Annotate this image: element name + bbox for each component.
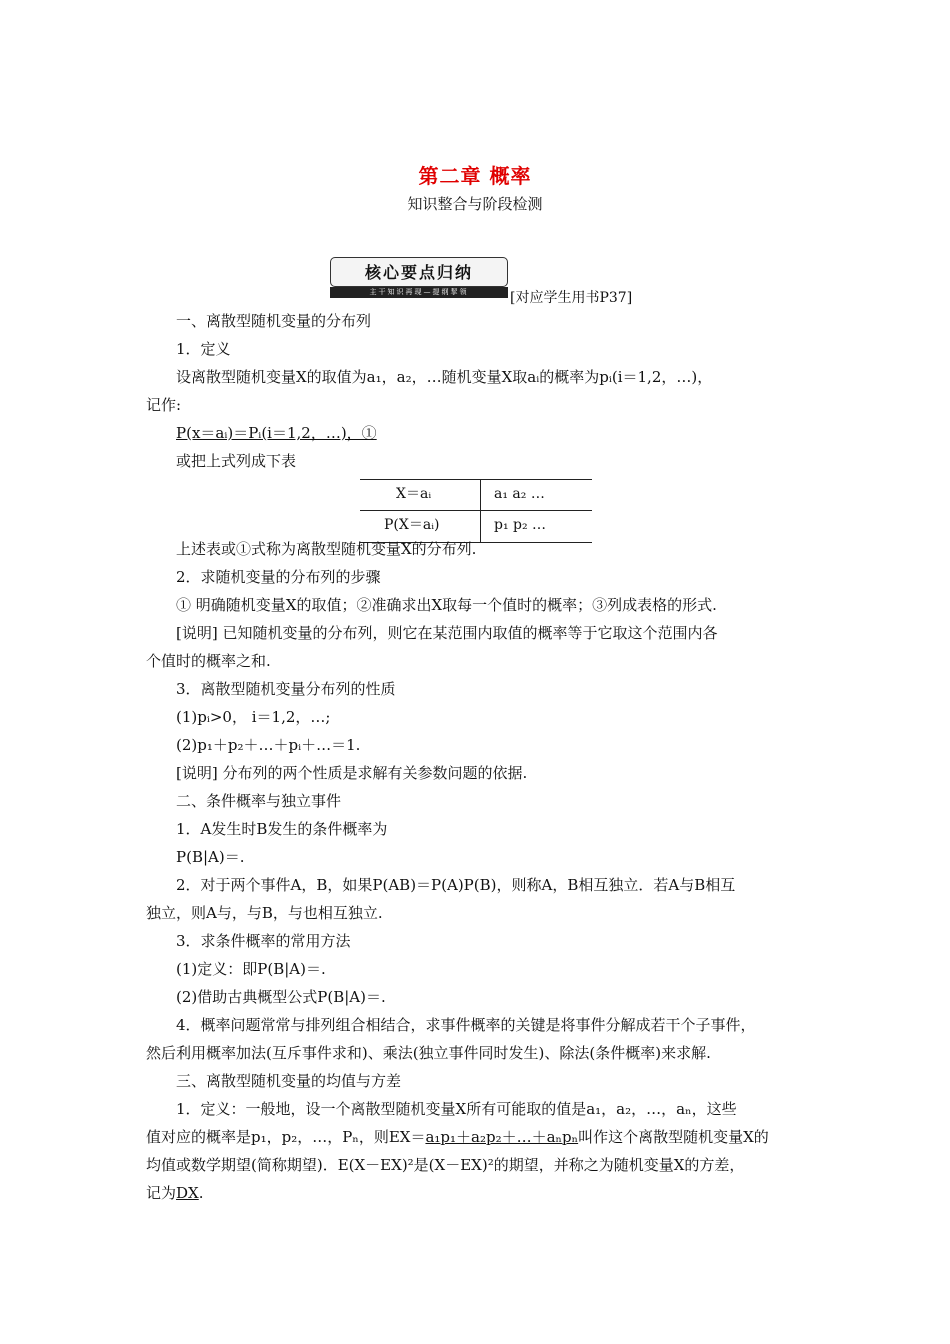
paragraph: 均值或数学期望(简称期望)．E(X－EX)²是(X－EX)²的期望，并称之为随机变量X的方差， (146, 1156, 745, 1174)
paragraph: 4．概率问题常常与排列组合相结合，求事件概率的关键是将事件分解成若干个子事件， (176, 1016, 756, 1034)
paragraph: 上述表或①式称为离散型随机变量X的分布列. (176, 540, 477, 558)
paragraph: 独立，则A与，与B，与也相互独立. (146, 904, 383, 922)
table-cell: p₁ p₂ … (494, 517, 547, 533)
paragraph: 3．求条件概率的常用方法 (176, 932, 351, 950)
text-run: 值对应的概率是p₁，p₂，…，Pₙ，则EX＝ (146, 1128, 426, 1146)
table-cell: P(X＝aᵢ) (384, 517, 440, 533)
paragraph: 1．定义：一般地，设一个离散型随机变量X所有可能取的值是a₁，a₂，…，aₙ，这些 (176, 1100, 737, 1118)
table-divider (360, 510, 592, 511)
paragraph: [说明] 分布列的两个性质是求解有关参数问题的依据. (176, 764, 528, 782)
paragraph (146, 1183, 204, 1203)
paragraph: 3．离散型随机变量分布列的性质 (176, 680, 396, 698)
table-cell: a₁ a₂ … (494, 486, 545, 502)
chapter-title: 第二章 概率 (418, 164, 532, 188)
paragraph: 或把上式列成下表 (176, 452, 297, 470)
paragraph: 记作: (146, 396, 182, 414)
text-run: 叫作这个离散型随机变量X的 (578, 1128, 769, 1146)
banner-tagline: 主干知识再现—提纲挈领 (330, 287, 508, 298)
section-heading-3: 三、离散型随机变量的均值与方差 (176, 1072, 402, 1090)
paragraph: 个值时的概率之和. (146, 652, 271, 670)
paragraph: 然后利用概率加法(互斥事件求和)、乘法(独立事件同时发生)、除法(条件概率)来求解. (146, 1044, 711, 1062)
paragraph: (2)借助古典概型公式P(B|A)＝. (176, 988, 386, 1006)
section-heading-2: 二、条件概率与独立事件 (176, 792, 342, 810)
formula-line: P(x＝aᵢ)＝Pᵢ(i＝1,2，…)，① (176, 424, 377, 442)
distribution-table (360, 479, 592, 543)
text-run: 记为 (146, 1184, 177, 1202)
chapter-subtitle: 知识整合与阶段检测 (407, 195, 543, 213)
paragraph (146, 1127, 769, 1147)
paragraph: 2．对于两个事件A，B，如果P(AB)＝P(A)P(B)，则称A，B相互独立．若A与B相互 (176, 876, 736, 894)
banner-heading: 核心要点归纳 (364, 263, 473, 282)
paragraph: 1．A发生时B发生的条件概率为 (176, 820, 388, 838)
paragraph: 1．定义 (176, 340, 231, 358)
table-cell: X＝aᵢ (396, 486, 432, 502)
expectation-formula: a₁p₁＋a₂p₂＋…＋aₙpₙ (425, 1128, 579, 1146)
variance-symbol: DX (176, 1184, 199, 1202)
text-run: . (198, 1184, 204, 1202)
book-reference: [对应学生用书P37] (510, 290, 633, 306)
section-banner (330, 257, 508, 299)
paragraph: ① 明确随机变量X的取值；②准确求出X取每一个值时的概率；③列成表格的形式. (176, 596, 717, 614)
paragraph: P(B|A)＝. (176, 848, 245, 866)
paragraph: [说明] 已知随机变量的分布列，则它在某范围内取值的概率等于它取这个范围内各 (176, 624, 718, 642)
section-heading-1: 一、离散型随机变量的分布列 (176, 312, 372, 330)
paragraph: (1)pᵢ>0， i＝1,2，…; (176, 708, 331, 726)
paragraph: (1)定义：即P(B|A)＝. (176, 960, 326, 978)
paragraph: (2)p₁＋p₂＋…＋pᵢ＋…＝1. (176, 736, 361, 754)
paragraph: 2．求随机变量的分布列的步骤 (176, 568, 381, 586)
table-divider (480, 480, 481, 542)
paragraph: 设离散型随机变量X的取值为a₁，a₂，…随机变量X取aᵢ的概率为pᵢ(i＝1,2，…)， (176, 368, 713, 386)
